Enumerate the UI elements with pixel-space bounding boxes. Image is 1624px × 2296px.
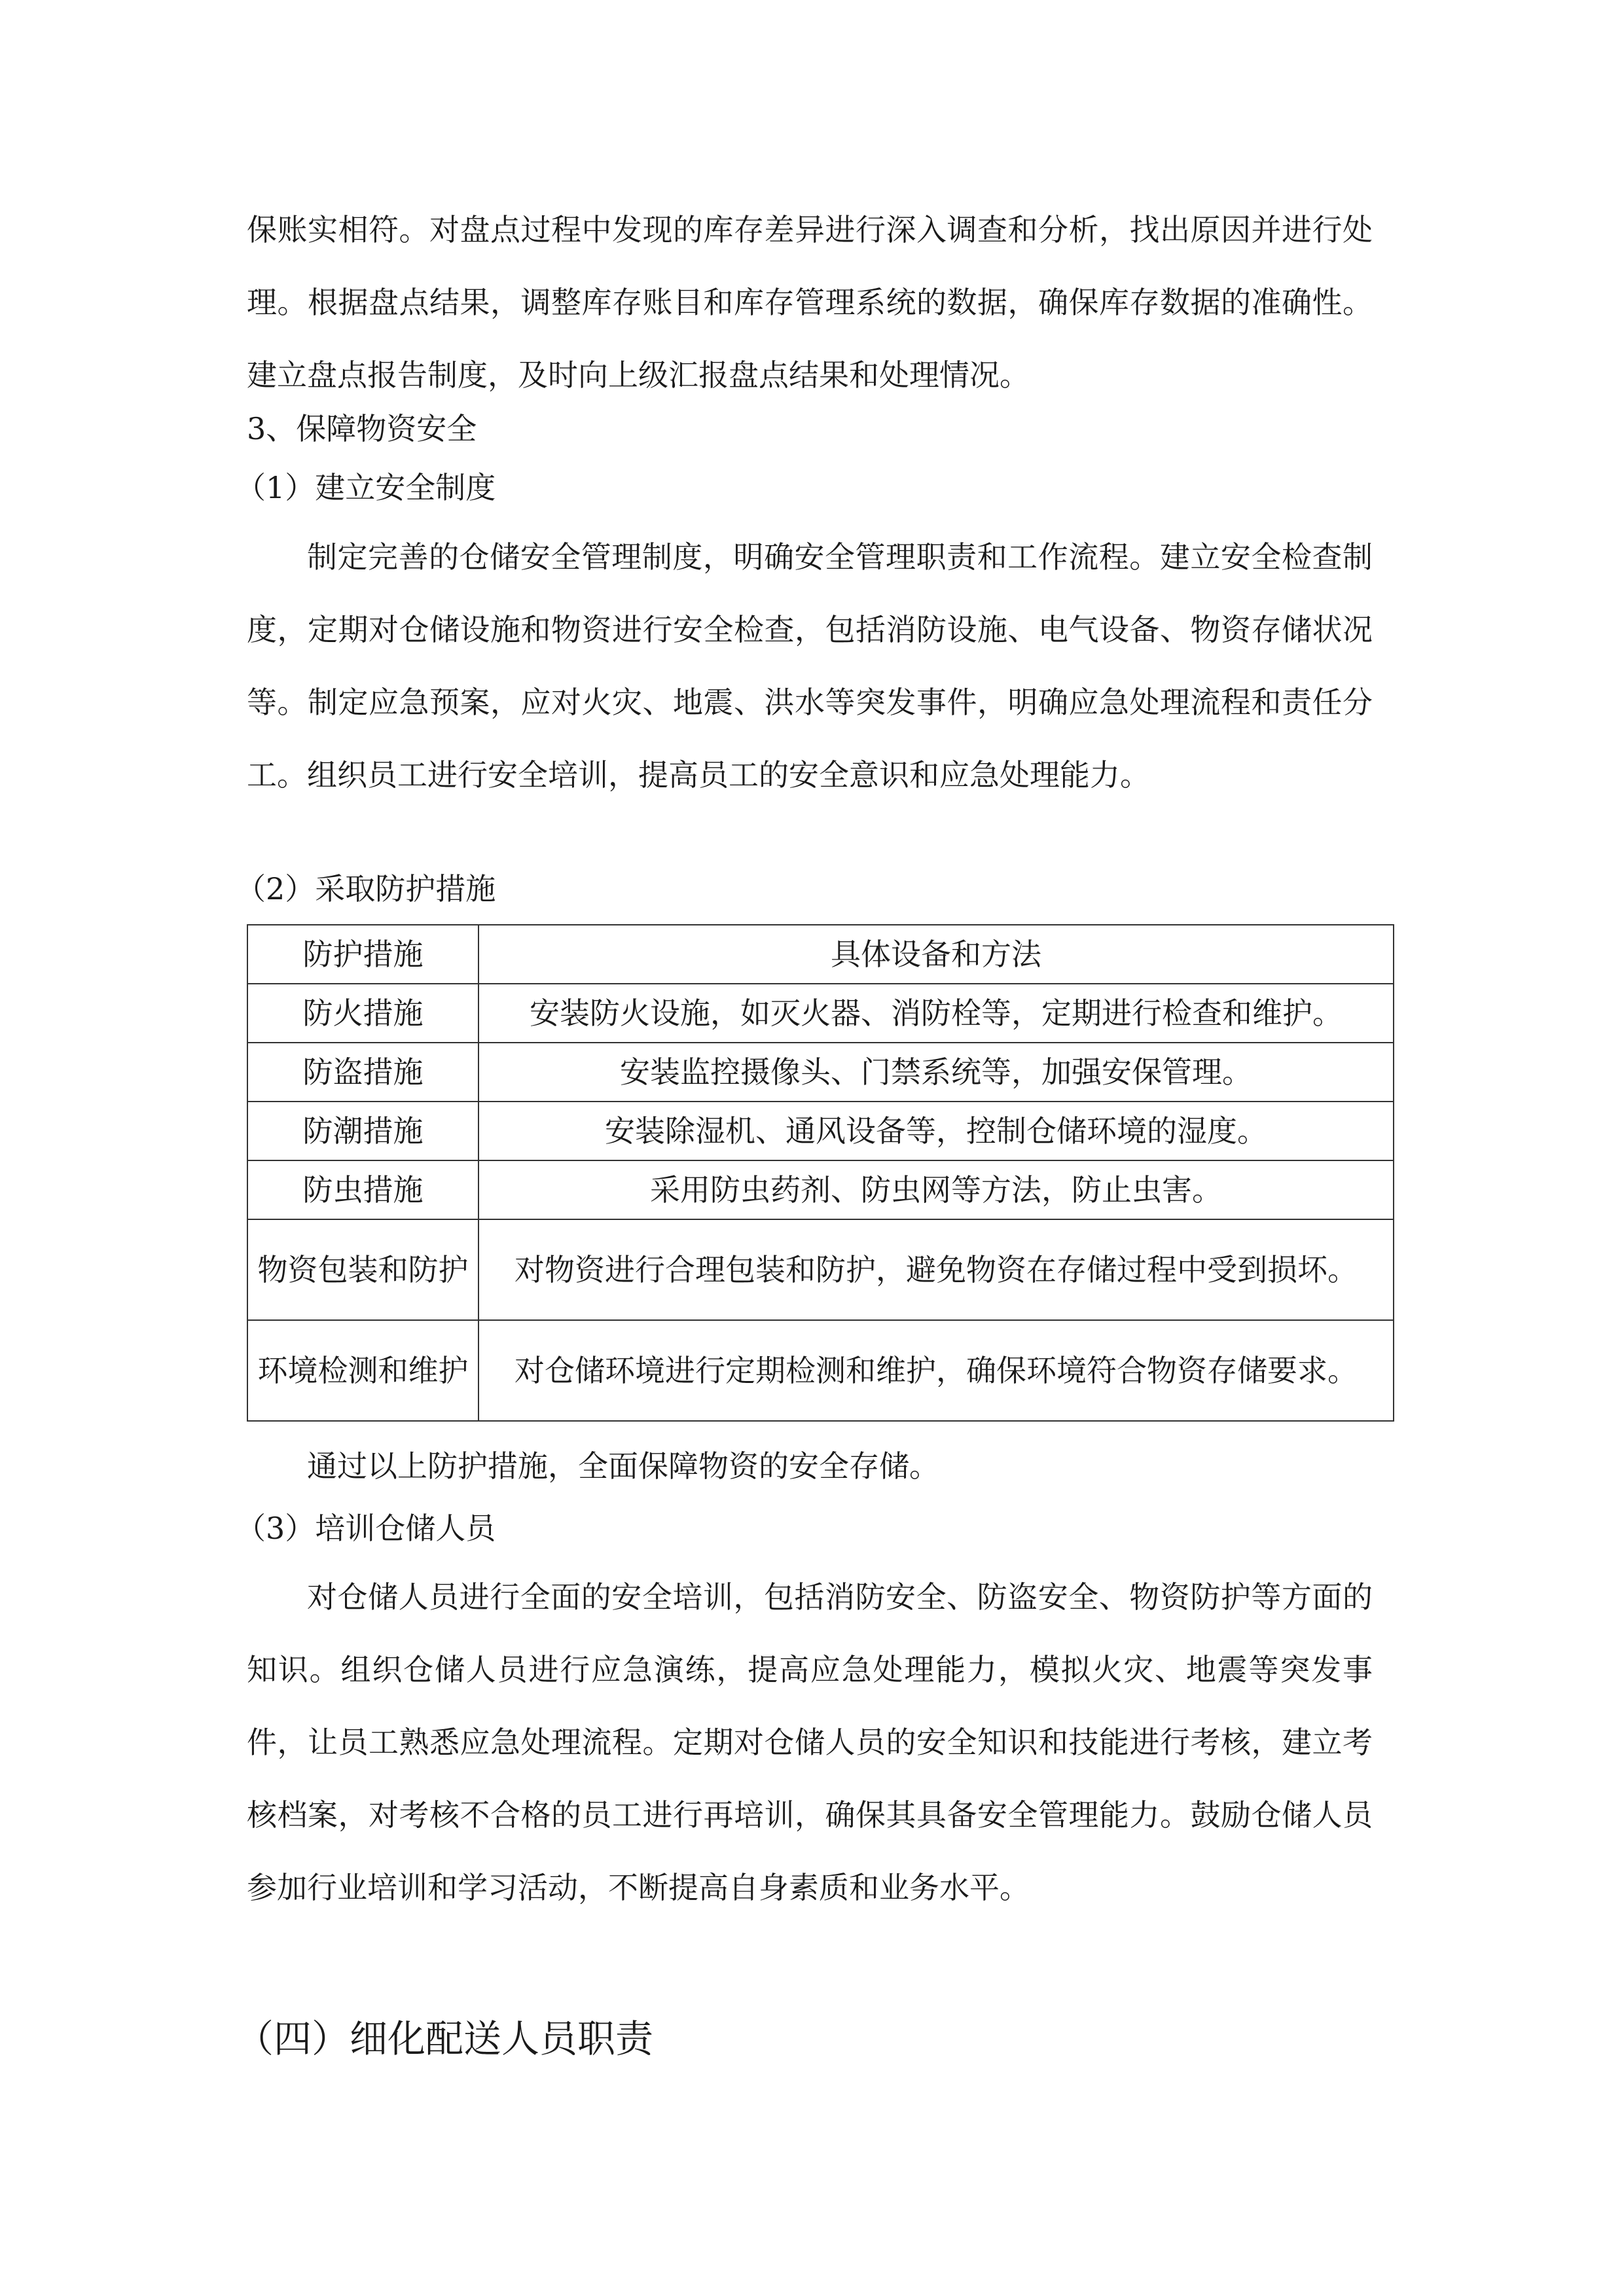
paragraph-inventory-check: 保账实相符。对盘点过程中发现的库存差异进行深入调查和分析，找出原因并进行处理。根据盘点结果，调整库存账目和库存管理系统的数据，确保库存数据的准确性。建立盘点报告制度，及时向上级汇报盘点结果和处理情况。 [247, 212, 1373, 393]
table-row [247, 1160, 1394, 1219]
table-row [247, 984, 1394, 1043]
table-cell-measure: 环境检测和维护 [247, 1320, 478, 1421]
subheading-safety-system: （1）建立安全制度 [236, 470, 496, 505]
table-row [247, 1320, 1394, 1421]
table-row [247, 1102, 1394, 1160]
table-cell-method: 采用防虫药剂、防虫网等方法，防止虫害。 [478, 1160, 1394, 1219]
paragraph-staff-training: 对仓储人员进行全面的安全培训，包括消防安全、防盗安全、物资防护等方面的知识。组织仓储人员进行应急演练，提高应急处理能力，模拟火灾、地震等突发事件，让员工熟悉应急处理流程。定期对仓储人员的安全知识和技能进行考核，建立考核档案，对考核不合格的员工进行再培训，确保其具备安全管理能力。鼓励仓储人员参加行业培训和学习活动，不断提高自身素质和业务水平。 [247, 1579, 1373, 1905]
table-cell-measure: 防火措施 [247, 984, 478, 1043]
table-cell-method: 安装除湿机、通风设备等，控制仓储环境的湿度。 [478, 1102, 1394, 1160]
protection-measures-table [247, 924, 1394, 1422]
paragraph-safety-system: 制定完善的仓储安全管理制度，明确安全管理职责和工作流程。建立安全检查制度，定期对仓储设施和物资进行安全检查，包括消防设施、电气设备、物资存储状况等。制定应急预案，应对火灾、地震、洪水等突发事件，明确应急处理流程和责任分工。组织员工进行安全培训，提高员工的安全意识和应急处理能力。 [247, 539, 1373, 793]
section-heading-material-safety: 3、保障物资安全 [247, 411, 477, 446]
table-cell-measure: 防盗措施 [247, 1043, 478, 1102]
subheading-staff-training: （3）培训仓储人员 [236, 1511, 496, 1546]
table-header-method: 具体设备和方法 [478, 925, 1394, 984]
table-cell-measure: 防潮措施 [247, 1102, 478, 1160]
paragraph-protection-summary: 通过以上防护措施，全面保障物资的安全存储。 [307, 1448, 939, 1484]
section-heading-delivery-duties: （四）细化配送人员职责 [236, 2017, 654, 2061]
table-header-measure: 防护措施 [247, 925, 478, 984]
table-row [247, 1043, 1394, 1102]
table-cell-method: 对仓储环境进行定期检测和维护，确保环境符合物资存储要求。 [478, 1320, 1394, 1421]
table-cell-method: 对物资进行合理包装和防护，避免物资在存储过程中受到损坏。 [478, 1219, 1394, 1320]
table-cell-measure: 防虫措施 [247, 1160, 478, 1219]
table-cell-method: 安装防火设施，如灭火器、消防栓等，定期进行检查和维护。 [478, 984, 1394, 1043]
table-cell-method: 安装监控摄像头、门禁系统等，加强安保管理。 [478, 1043, 1394, 1102]
table-cell-measure: 物资包装和防护 [247, 1219, 478, 1320]
table-row [247, 1219, 1394, 1320]
table-header-row [247, 925, 1394, 984]
subheading-protection-measures: （2）采取防护措施 [236, 871, 496, 906]
